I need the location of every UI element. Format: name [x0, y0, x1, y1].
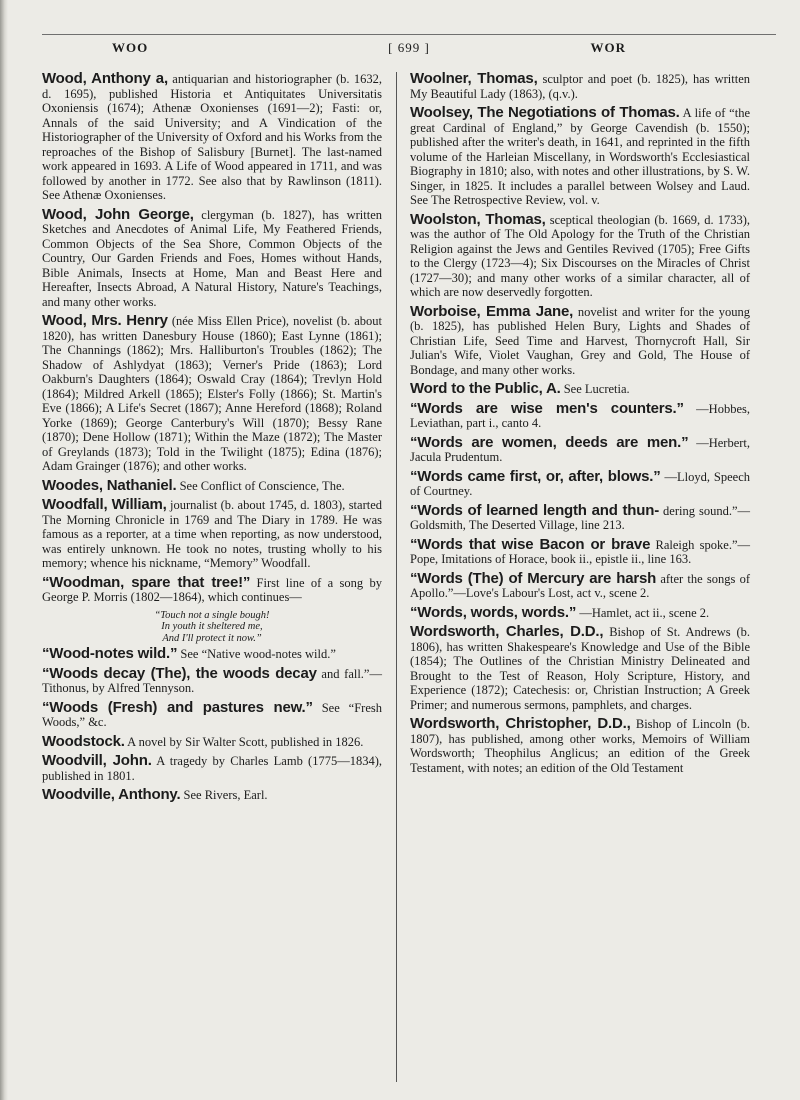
- entry-text: antiquarian and historiographer (b. 1632, d. 1695), published Historia et Antiquitates Universitatis Oxoniensis (1674); Athenæ Oxonienses (1691—2); Fasti: or, Annals of the said University; and A Vindication of the Historiographer of the University of Oxford and his Works from the reproaches of the Bishop of Salisbury [Burnet]. The last-named work appeared in 1693. A Life of Wood appeared in 1711, and was followed by another in 1772. See also that by Rawlinson (1811). See Athenæ Oxonienses.: [42, 72, 383, 202]
- left-column: [42, 72, 382, 808]
- entry-text: —Hobbes, Leviathan, part i., canto 4.: [410, 401, 750, 430]
- entry-headword: Woolner, Thomas,: [410, 70, 538, 87]
- entry-text: after the songs of Apollo.”—Love's Labour's Lost, act v., scene 2.: [410, 571, 750, 600]
- entry: [42, 498, 382, 571]
- entry: [410, 501, 750, 533]
- entry-headword: Wordsworth, Charles, D.D.,: [410, 623, 604, 640]
- running-header: [42, 40, 776, 60]
- entry-headword: Wordsworth, Christopher, D.D.,: [410, 715, 631, 732]
- header-left-guide: WOO: [112, 40, 149, 55]
- entry-headword: Word to the Public, A.: [410, 380, 561, 397]
- entry-headword: Woodstock.: [42, 732, 125, 750]
- entry-text: First line of a song by George P. Morris (1802—1864), which continues—: [42, 575, 382, 604]
- entry-headword: “Words, words, words.”: [410, 603, 577, 621]
- entry: [410, 302, 751, 378]
- entry-text: A novel by Sir Walter Scott, published in 1826.: [127, 734, 364, 749]
- entry: [42, 72, 382, 203]
- header-right-guide: WOR: [590, 40, 626, 55]
- binding-shadow: [0, 0, 8, 1100]
- entry-text: dering sound.”—Goldsmith, The Deserted Village, line 213.: [410, 503, 750, 532]
- entry-text: sceptical theologian (b. 1669, d. 1733), was the author of The Old Apology for the Truth of the Christian Religion against the Jews and Gentiles Revived (1705); Free Gifts to the Clergy (1723—4); Six Discourses on the Miracles of Christ (1727—30); and many other works of a similar character, all of which are now deservedly forgotten.: [410, 212, 750, 299]
- entry: [410, 535, 751, 567]
- entry-text: See Conflict of Conscience, The.: [179, 478, 345, 493]
- entry: [42, 573, 382, 605]
- entry: [42, 732, 382, 750]
- entry-text: See “Native wood-notes wild.”: [180, 647, 336, 661]
- entry-text: journalist (b. about 1745, d. 1803), started The Morning Chronicle in 1769 and The Diary in 1789. He was famous as a reporter, at a time when reporting, as now understood, was entirely unknown. He took no notes, trusting wholly to his memory; whence his nickname, “Memory” Woodfall.: [42, 498, 383, 570]
- entry-headword: “Woods (Fresh) and pastures new.”: [42, 698, 313, 716]
- entry-text: Bishop of Lincoln (b. 1807), has published, among other works, Memoirs of William Wordsworth; Theophilus Anglicus; an edition of the Greek Testament, with notes; an edition of the Old Testament: [410, 717, 751, 775]
- entry-headword: “Words (The) of Mercury are harsh: [410, 569, 657, 587]
- entry-headword: “Wood-notes wild.”: [42, 645, 178, 662]
- entry-headword: “Woodman, spare that tree!”: [42, 573, 251, 591]
- verse-line: And I'll protect it now.”: [162, 632, 262, 644]
- entry-headword: Woodfall, William,: [42, 496, 167, 513]
- entry-headword: Woolston, Thomas,: [410, 210, 546, 228]
- entry: [410, 210, 750, 300]
- entry: [410, 382, 750, 397]
- entry: [42, 205, 383, 310]
- entry-text: (née Miss Ellen Price), novelist (b. about 1820), has written Danesbury House (1860); East Lynne (1861); The Channings (1862); Mrs. Halliburton's Troubles (1862); The Shadow of Ashlydyat (1863); Verner's Pride (1863); Lord Oakburn's Daughters (1864); Oswald Cray (1864); Trevlyn Hold (1864); Mildred Arkell (1865); Elster's Folly (1866); St. Martin's Eve (1866); A Life's Secret (1867); Anne Hereford (1868); Roland Yorke (1869); George Canterbury's Will (1870); Bessy Rane (1870); Dene Hollow (1871); Within the Maze (1872); The Master of Greylands (1873); Told in the Twilight (1875); Edina (1876); Adam Grainger (1876); and other works.: [42, 314, 382, 473]
- column-divider: [396, 72, 397, 1082]
- entry: [410, 625, 750, 712]
- entry: [42, 664, 382, 696]
- entry-text: sculptor and poet (b. 1825), has written My Beautiful Lady (1863), (q.v.).: [410, 72, 751, 101]
- entry: [410, 106, 750, 208]
- entry: [42, 698, 382, 730]
- entry: [42, 754, 382, 783]
- entry: [42, 788, 382, 803]
- entry: [410, 467, 751, 499]
- entry: [42, 647, 382, 662]
- right-column: [410, 72, 750, 780]
- entry-text: A life of “the great Cardinal of England,” by George Cavendish (b. 1550); published after the writer's death, in 1641, and reprinted in the fifth volume of the Harleian Miscellany, in Wordsworth's Ecclesiastical Biography in 1810; also, with notes and other illustrations, by S. W. Singer, in 1825. It includes a parallel between Wolsey and Laud. See The Retrospective Review, vol. v.: [410, 106, 750, 207]
- entry-headword: “Words of learned length and thun-: [410, 501, 659, 519]
- entry-headword: Wood, Mrs. Henry: [42, 312, 168, 329]
- entry-headword: Worboise, Emma Jane,: [410, 302, 574, 320]
- entry-text: —Lloyd, Speech of Courtney.: [410, 469, 751, 498]
- entry-headword: Woodes, Nathaniel.: [42, 476, 177, 494]
- entry-text: and fall.”—Tithonus, by Alfred Tennyson.: [42, 666, 382, 695]
- entry-headword: “Words came first, or, after, blows.”: [410, 467, 661, 485]
- entry-text: —Herbert, Jacula Prudentum.: [410, 435, 751, 464]
- entry-headword: Wood, Anthony a,: [42, 70, 168, 87]
- entry-headword: Wood, John George,: [42, 205, 194, 223]
- entry-text: A tragedy by Charles Lamb (1775—1834), published in 1801.: [42, 754, 382, 783]
- entry-headword: Woolsey, The Negotiations of Thomas.: [410, 104, 680, 121]
- entry-headword: “Woods decay (The), the woods decay: [42, 664, 317, 682]
- entry-text: Bishop of St. Andrews (b. 1806), has written Shakespeare's Knowledge and Use of the Bible (1854); The Outlines of the Christian Ministry Delineated and Brought to the Test of Reason, Holy Scripture, History, and Experience (1872); Catechesis: or, Christian Instruction; A Greek Primer; and numerous sermons, pamphlets, and charges.: [410, 625, 750, 712]
- entry: [410, 433, 751, 465]
- entry-text: Raleigh spoke.”—Pope, Imitations of Horace, book ii., epistle ii., line 163.: [410, 537, 751, 566]
- header-rule: [42, 34, 776, 35]
- entry: [410, 399, 750, 431]
- entry-text: —Hamlet, act ii., scene 2.: [579, 605, 710, 620]
- entry-text: See Lucretia.: [563, 382, 630, 396]
- entry: [42, 476, 382, 494]
- entry-headword: Woodvill, John.: [42, 752, 152, 769]
- verse-quote: [42, 610, 382, 645]
- entry: [410, 72, 750, 101]
- entry-text: clergyman (b. 1827), has written Sketches and Anecdotes of Animal Life, My Feathered Friends, Common Objects of the Sea Shore, Common Objects of the Country, Our Garden Friends and Foes, Homes without Hands, Bible Animals, Insects at Home, Man and Beast Here and Hereafter, Insects Abroad, A Natural History, Nature's Teachings, and many other works.: [42, 207, 383, 309]
- entry-headword: “Words that wise Bacon or brave: [410, 535, 651, 553]
- entry: [410, 569, 750, 601]
- verse-line: In youth it sheltered me,: [161, 621, 263, 632]
- entry: [42, 314, 382, 474]
- entry-text: See Rivers, Earl.: [183, 788, 268, 802]
- entry: [410, 717, 750, 775]
- entry-text: novelist and writer for the young (b. 1825), has published Helen Bury, Lights and Shades of Christian Life, Seed Time and Harvest, Thornycroft Hall, Sir Julian's Wife, Violet Vaughan, Grey and Gold, The House of Bondage, and many other works.: [410, 304, 751, 377]
- page-number: [ 699 ]: [388, 40, 430, 55]
- verse-line: “Touch not a single bough!: [154, 609, 270, 621]
- entry-headword: “Words are wise men's counters.”: [410, 399, 684, 417]
- entry-text: See “Fresh Woods,” &c.: [42, 700, 382, 729]
- entry-headword: “Words are women, deeds are men.”: [410, 433, 689, 451]
- entry: [410, 603, 750, 621]
- entry-headword: Woodville, Anthony.: [42, 786, 181, 803]
